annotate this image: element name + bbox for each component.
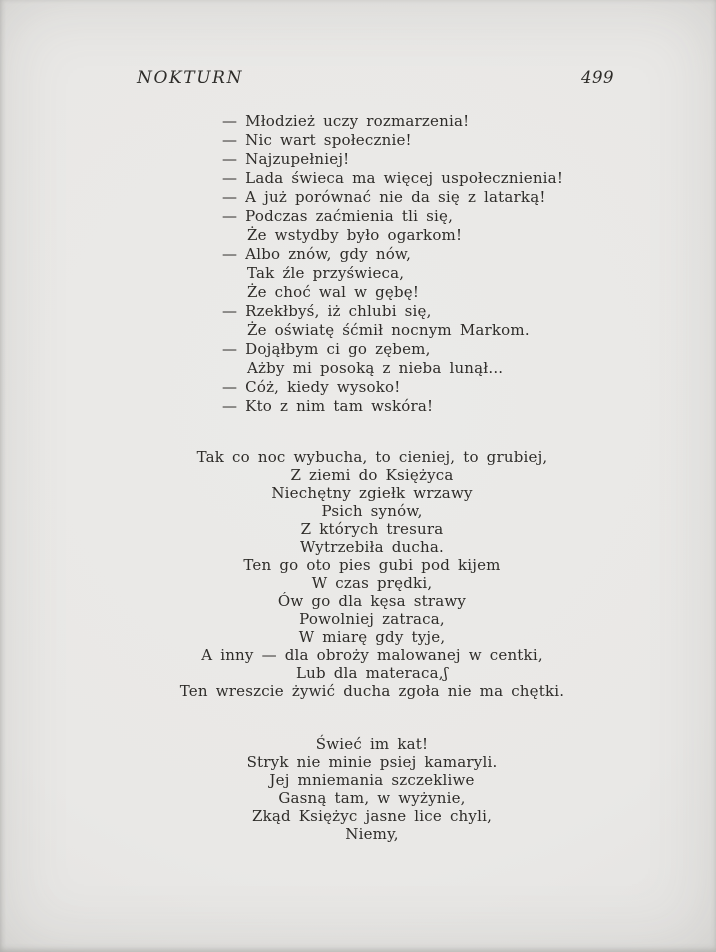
poem-line: Gasną tam, w wyżynie, — [278, 789, 466, 807]
poem-line: — Cóż, kiedy wysoko! — [222, 378, 401, 396]
poem-line: Z których tresura — [300, 520, 444, 538]
poem-line: Psich synów, — [321, 502, 423, 520]
poem-line: A inny — dla obroży malowanej w centki, — [201, 646, 543, 664]
poem-line: Ten go oto pies gubi pod kijem — [243, 556, 501, 574]
poem-line: — A już porównać nie da się z latarką! — [222, 188, 546, 206]
poem-line: Niechętny zgiełk wrzawy — [271, 484, 473, 502]
poem-line: Ów go dla kęsa strawy — [277, 592, 467, 610]
running-title: NOKTURN — [137, 68, 244, 88]
poem-line: Ten wreszcie żywić ducha zgoła nie ma chętki. — [179, 682, 565, 700]
poem-line: — Rzekłbyś, iż chlubi się, — [222, 302, 432, 320]
poem-line: Że oświatę śćmił nocnym Markom. — [247, 321, 530, 339]
poem-line: — Nic wart społecznie! — [222, 131, 412, 149]
stanza-dialogue — [222, 112, 716, 416]
poem-line: Lub dla materaca,ʃ — [295, 664, 449, 682]
poem-line: Niemy, — [345, 825, 399, 843]
page-number: 499 — [581, 68, 614, 87]
poem-line: Zkąd Księżyc jasne lice chyli, — [251, 807, 493, 825]
poem-line: Świeć im kat! — [315, 735, 429, 753]
poem-line: Z ziemi do Księżyca — [290, 466, 454, 484]
poem-line: W miarę gdy tyje, — [298, 628, 446, 646]
poem-line: Powolniej zatraca, — [299, 610, 445, 628]
poem-line: — Lada świeca ma więcej uspołecznienia! — [222, 169, 564, 187]
poem-line: — Najzupełniej! — [222, 150, 350, 168]
poem-line: Że wstydby było ogarkom! — [247, 226, 463, 244]
stanza-commentary — [42, 448, 702, 700]
poem-line: — Albo znów, gdy nów, — [222, 245, 412, 263]
poem-line: — Dojąłbym ci go zębem, — [222, 340, 431, 358]
poem-line: — Podczas zaćmienia tli się, — [222, 207, 454, 225]
poem-line: Ażby mi posoką z nieba lunął... — [247, 359, 504, 377]
poem-line: Jej mniemania szczekliwe — [269, 771, 475, 789]
poem-line: Wytrzebiła ducha. — [300, 538, 444, 556]
poem-line: Stryk nie minie psiej kamaryli. — [246, 753, 498, 771]
poem-line: W czas prędki, — [311, 574, 433, 592]
poem-line: Tak co noc wybucha, to cieniej, to grubiej, — [196, 448, 548, 466]
poem-line: — Młodzież uczy rozmarzenia! — [222, 112, 470, 130]
stanza-closing — [42, 735, 702, 843]
poem-line: Że choć wal w gębę! — [247, 283, 420, 301]
poem-line: Tak źle przyświeca, — [247, 264, 405, 282]
page-header — [0, 0, 716, 88]
poem-line: — Kto z nim tam wskóra! — [222, 397, 434, 415]
